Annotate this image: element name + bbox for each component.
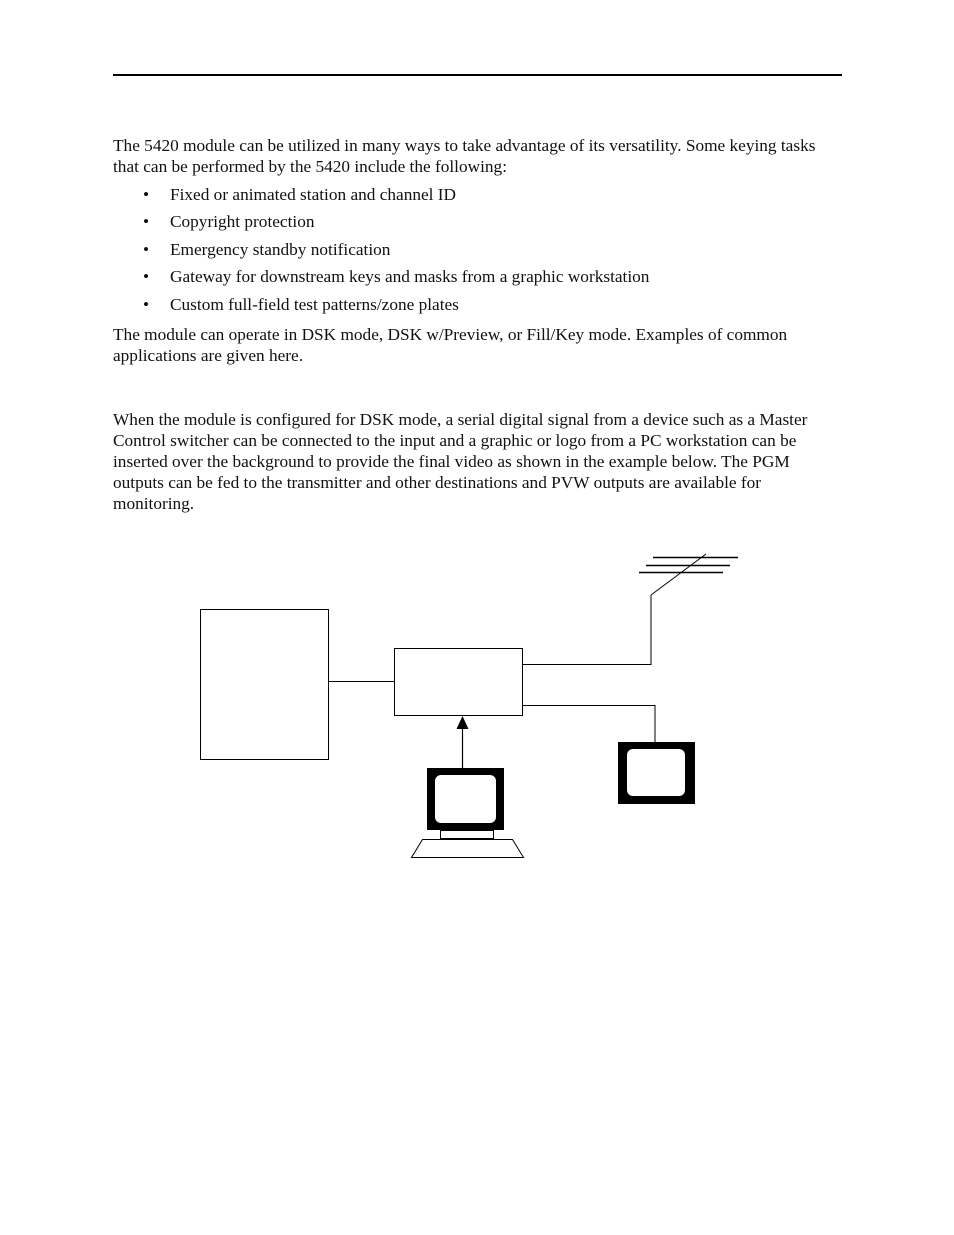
list-item-text: Custom full-field test patterns/zone plates <box>170 294 459 314</box>
list-item-text: Gateway for downstream keys and masks from a graphic workstation <box>170 267 650 287</box>
workstation-to-module-arrow <box>457 716 469 768</box>
bullet-icon: • <box>143 239 150 259</box>
dsk-application-diagram <box>0 540 954 870</box>
module-box-icon <box>395 649 523 716</box>
switcher-box-icon <box>201 610 329 760</box>
monitor-icon <box>618 742 695 804</box>
list-item <box>113 239 649 266</box>
intro-paragraph: The 5420 module can be utilized in many ways to take advantage of its versatility. Some keying tasks that can be performed by the 5420 include the following: <box>113 136 816 176</box>
bullet-icon: • <box>143 185 150 204</box>
header-rule <box>113 74 842 76</box>
list-item <box>113 294 649 321</box>
bullet-icon: • <box>143 267 150 287</box>
pvw-output-line <box>523 706 655 743</box>
modes-paragraph: The module can operate in DSK mode, DSK w/Preview, or Fill/Key mode. Examples of common applications are given here. <box>113 325 788 365</box>
dsk-mode-paragraph: When the module is configured for DSK mode, a serial digital signal from a device such as a Master Control switcher can be connected to the input and a graphic or logo from a PC workstation can be inserted over the background to provide the final video as shown in the example below. The PGM outputs can be fed to the transmitter and other destinations and PVW outputs are available for monitoring. <box>113 410 808 513</box>
list-item-text: Fixed or animated station and channel ID <box>170 185 457 204</box>
list-item <box>113 211 649 238</box>
antenna-icon <box>639 554 738 595</box>
list-item-text: Copyright protection <box>170 212 315 232</box>
bullet-icon: • <box>143 212 150 232</box>
keying-tasks-list <box>113 184 649 321</box>
bullet-icon: • <box>143 294 150 314</box>
pgm-output-line <box>523 595 651 665</box>
list-item <box>113 266 649 293</box>
workstation-icon <box>412 768 524 858</box>
list-item <box>113 184 649 211</box>
list-item-text: Emergency standby notification <box>170 239 391 259</box>
